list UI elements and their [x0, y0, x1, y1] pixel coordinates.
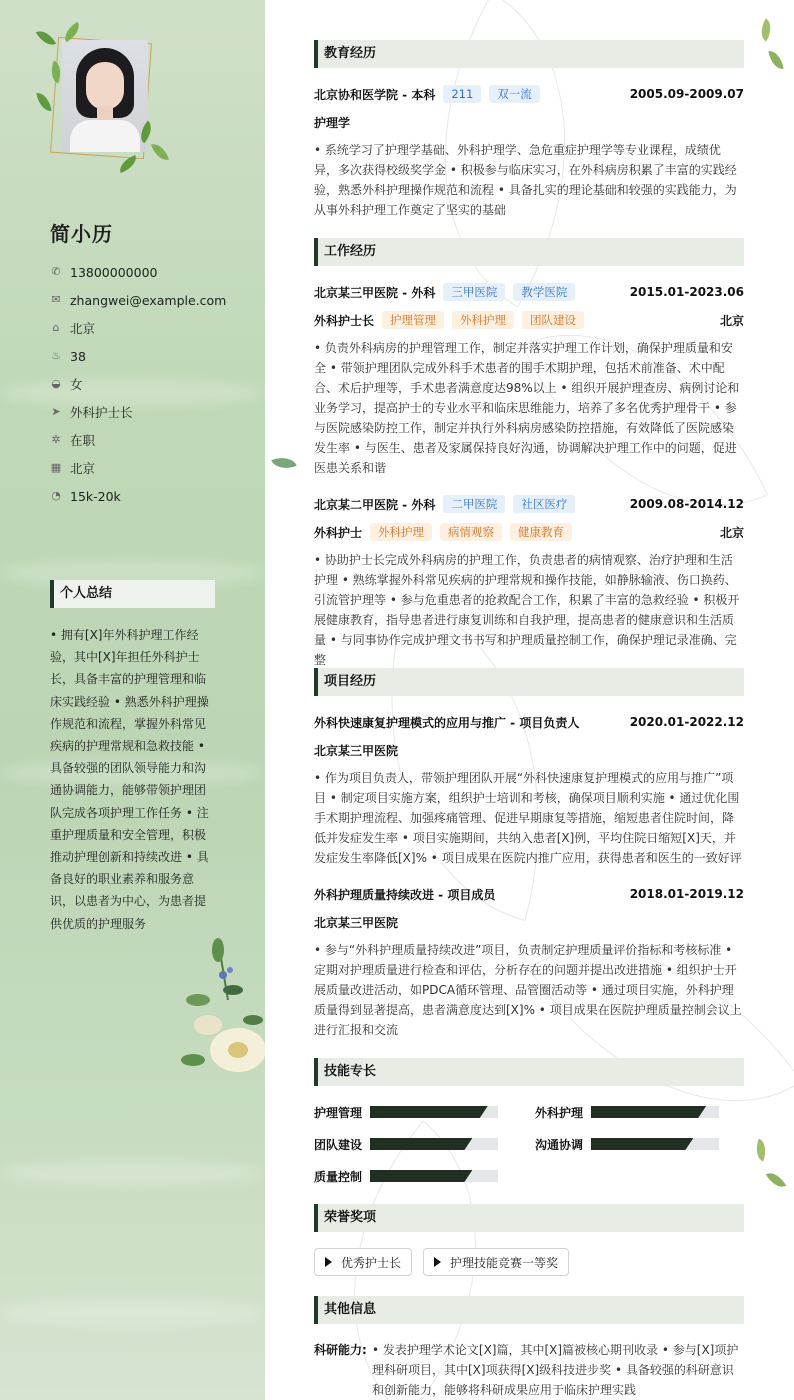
leaf-decoration	[271, 453, 296, 474]
salary-icon: ◔	[51, 489, 61, 502]
award-label: 护理技能竞赛一等奖	[450, 1255, 559, 1270]
project-description: • 作为项目负责人，带领护理团队开展“外科快速康复护理模式的应用与推广”项目 • 制定项目实施方案，组织护士培训和考核，确保项目顺利实施 • 通过优化围手术期护理流程、加强疼痛管理、促进早期康复等措施，缩短患者住院时间，降低并发症发生率 • 项目实施期间，共纳入患者[X]例，平均住院日缩短[X]天，并发症发生率降低[X]% • 项目成果在医院内推广应用，获得患者和医生的一致好评	[314, 771, 742, 865]
job-position-row	[314, 310, 744, 330]
projects-title: 项目经历	[314, 668, 744, 696]
company-name: 北京某二甲医院 - 外科	[314, 497, 436, 512]
skill-level-fill	[591, 1138, 693, 1150]
other-label: 科研能力:	[314, 1343, 367, 1357]
awards-title: 荣誉奖项	[314, 1204, 744, 1232]
sidebar	[0, 0, 265, 1400]
job-description: • 协助护士长完成外科病房的护理工作，负责患者的病情观察、治疗护理和生活护理 • 熟练掌握外科常见疾病的护理常规和操作技能，如静脉输液、伤口换药、引流管护理等 • 参与危重患者的抢救配合工作，积累了丰富的急救经验 • 积极开展健康教育，指导患者进行康复训练和自我护理，提高患者的健康意识和生活质量 • 与同事协作完成护理文书书写和护理质量控制工作，确保护理记录准确、完整	[314, 553, 740, 667]
major: 护理学	[314, 115, 351, 130]
skill-level-fill	[370, 1106, 488, 1118]
project-name: 外科护理质量持续改进 - 项目成员	[314, 887, 496, 902]
leaf-decoration	[36, 26, 56, 49]
company-tag: 二甲医院	[443, 495, 505, 513]
project-header	[314, 712, 744, 732]
skill-name: 护理管理	[314, 1106, 363, 1120]
job-header	[314, 494, 744, 514]
company-name: 北京某三甲医院 - 外科	[314, 285, 436, 300]
sidebar-texture	[0, 1300, 265, 1326]
skill-name: 外科护理	[535, 1106, 584, 1120]
skill-bar	[370, 1138, 498, 1150]
skill-level-fill	[370, 1138, 472, 1150]
summary-title: 个人总结	[50, 580, 215, 608]
contact-info-list	[50, 258, 226, 510]
job-position: 外科护士	[314, 525, 363, 540]
award-label: 优秀护士长	[341, 1255, 402, 1270]
project-name: 外科快速康复护理模式的应用与推广 - 项目负责人	[314, 715, 580, 730]
school-tag: 双一流	[489, 85, 540, 103]
company-tag: 教学医院	[513, 283, 575, 301]
education-description: • 系统学习了护理学基础、外科护理学、急危重症护理学等专业课程，成绩优异，多次获得校级奖学金 • 积极参与临床实习，在外科病房积累了丰富的实践经验，熟悉外科护理操作规范和流程 • 具备扎实的理论基础和较强的实践能力，为从事外科护理工作奠定了坚实的基础	[314, 143, 737, 217]
info-text: 在职	[70, 433, 96, 448]
phone-icon: ✆	[51, 265, 61, 278]
award-badge	[423, 1248, 569, 1276]
position-tag: 护理管理	[382, 311, 444, 329]
flower-decoration	[178, 930, 265, 1090]
info-status	[50, 426, 226, 454]
leaf-decoration	[768, 49, 783, 71]
position-tag: 健康教育	[510, 523, 572, 541]
skill-bar	[591, 1106, 719, 1118]
position-tag: 外科护理	[452, 311, 514, 329]
leaf-decoration	[36, 91, 51, 113]
project-org-row	[314, 740, 744, 760]
gender-icon: ◒	[51, 377, 61, 390]
work-title: 工作经历	[314, 238, 744, 266]
job-date: 2009.08-2014.12	[629, 497, 744, 511]
summary-text: • 拥有[X]年外科护理工作经验，其中[X]年担任外科护士长，具备丰富的护理管理和临床实践经验 • 熟悉外科护理操作规范和流程，掌握外科常见疾病的护理常规和急救技能 • 具备较强的团队领导能力和沟通协调能力，能够带领护理团队完成各项护理工作任务 • 注重护理质量和安全管理，积极推动护理创新和持续改进 • 具备良好的职业素养和服务意识，以患者为中心，为患者提供优质的护理服务	[50, 628, 209, 931]
major-row	[314, 112, 744, 132]
play-icon	[434, 1257, 441, 1267]
status-icon: ✲	[51, 433, 61, 446]
skills-title: 技能专长	[314, 1058, 744, 1086]
leaf-decoration	[752, 1139, 770, 1162]
job-date: 2015.01-2023.06	[629, 285, 744, 299]
skill-level-fill	[591, 1106, 706, 1118]
education-title: 教育经历	[314, 40, 744, 68]
skill-name: 质量控制	[314, 1170, 363, 1184]
job-header	[314, 282, 744, 302]
sidebar-texture	[0, 1160, 265, 1186]
award-badge	[314, 1248, 412, 1276]
job-position: 外科护士长	[314, 313, 375, 328]
leaf-decoration	[151, 141, 169, 164]
company-tag: 社区医疗	[513, 495, 575, 513]
education-header	[314, 84, 744, 104]
play-icon	[325, 1257, 332, 1267]
project-org: 北京某三甲医院	[314, 915, 399, 930]
info-text: 北京	[70, 321, 96, 336]
mail-icon: ✉	[51, 293, 61, 306]
company-tag: 三甲医院	[443, 283, 505, 301]
job-city: 北京	[719, 313, 744, 328]
info-phone	[50, 258, 226, 286]
info-location	[50, 314, 226, 342]
leaf-decoration	[756, 18, 776, 41]
info-text: 女	[70, 377, 83, 392]
avatar	[36, 22, 172, 178]
skill-bar	[370, 1170, 498, 1182]
job-city: 北京	[719, 525, 744, 540]
skill-name: 沟通协调	[535, 1138, 584, 1152]
main-content	[265, 0, 794, 1400]
project-org: 北京某三甲医院	[314, 743, 399, 758]
project-description: • 参与“外科护理质量持续改进”项目，负责制定护理质量评价指标和考核标准 • 定期对护理质量进行检查和评估，分析存在的问题并提出改进措施 • 组织护士开展质量改进活动，如PDCA循环管理、品管圈活动等 • 通过项目实施，外科护理质量得到显著提高，患者满意度达到[X]% • 项目成果在医院护理质量控制会议上进行汇报和交流	[314, 943, 742, 1037]
info-text: 外科护士长	[70, 405, 133, 420]
skill-bar	[370, 1106, 498, 1118]
leaf-decoration	[766, 1168, 786, 1191]
avatar-photo	[62, 40, 148, 152]
info-text: 15k-20k	[70, 488, 121, 504]
leaf-decoration	[117, 155, 140, 173]
info-gender	[50, 370, 226, 398]
cake-icon: ♨	[51, 349, 61, 362]
position-tag: 病情观察	[440, 523, 502, 541]
job-description: • 负责外科病房的护理管理工作，制定并落实护理工作计划，确保护理质量和安全 • 带领护理团队完成外科手术患者的围手术期护理，包括术前准备、术中配合、术后护理等，手术患者满意度达98%以上 • 组织开展护理查房、病例讨论和业务学习，提高护士的专业水平和临床思维能力，培养了多名优秀护理骨干 • 参与医院感染防控工作，制定并执行外科病房感染防控措施，有效降低了医院感染发生率 • 与医生、患者及家属保持良好沟通，协调解决护理工作中的问题，促进医患关系和谐	[314, 341, 740, 475]
info-email	[50, 286, 226, 314]
school-tag: 211	[443, 85, 481, 103]
skill-bar	[591, 1138, 719, 1150]
job-position-row	[314, 522, 744, 542]
home-icon: ⌂	[52, 321, 60, 334]
project-date: 2018.01-2019.12	[629, 887, 744, 901]
skill-name: 团队建设	[314, 1138, 363, 1152]
project-org-row	[314, 912, 744, 932]
project-date: 2020.01-2022.12	[629, 715, 744, 729]
info-text: 北京	[70, 461, 96, 476]
position-tag: 外科护理	[370, 523, 432, 541]
info-salary	[50, 482, 226, 510]
other-text: • 发表护理学术论文[X]篇，其中[X]篇被核心期刊收录 • 参与[X]项护理科研项目，其中[X]项获得[X]级科技进步奖 • 具备较强的科研意识和创新能力，能够将科研成果应用于临床护理实践	[372, 1343, 739, 1397]
info-job-title	[50, 398, 226, 426]
send-icon: ➤	[51, 405, 61, 418]
position-tag: 团队建设	[522, 311, 584, 329]
person-name: 简小历	[50, 222, 113, 246]
skill-level-fill	[370, 1170, 472, 1182]
school-name: 北京协和医学院 - 本科	[314, 87, 436, 102]
info-target-city	[50, 454, 226, 482]
building-icon: ▦	[50, 461, 62, 474]
info-text: 13800000000	[70, 264, 158, 280]
info-text: zhangwei@example.com	[70, 292, 227, 308]
other-title: 其他信息	[314, 1296, 744, 1324]
education-date: 2005.09-2009.07	[629, 87, 744, 101]
info-age	[50, 342, 226, 370]
info-text: 38	[70, 348, 86, 364]
project-header	[314, 884, 744, 904]
